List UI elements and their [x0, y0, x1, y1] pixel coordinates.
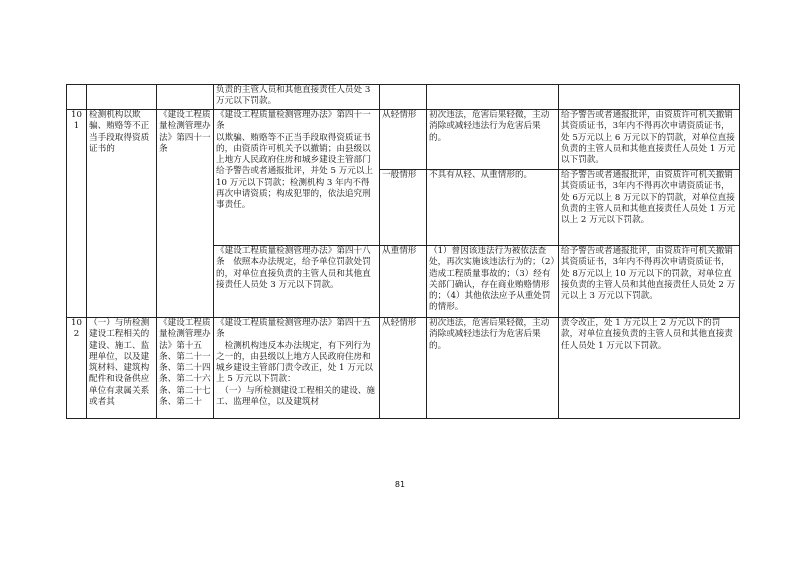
penalty-standards-table	[66, 84, 740, 419]
cell-standard: 给予警告或者通报批评，由资质许可机关撤销其资质证书，3年内不得再次申请资质证书，处 5万元以上 6 万元以下的罚款，对单位直接负责的主管人员和其他直接责任人员处 1 万元以下罚款。	[559, 110, 740, 170]
cell-basis: 《建设工程质量检测管理办法》第四十一条	[157, 110, 214, 318]
table-row-101-light	[67, 110, 740, 170]
cell-content: 《建设工程质量检测管理办法》第四十五条 检测机构违反本办法规定，有下列行为之一的，由县级以上地方人民政府住房和城乡建设主管部门责令改正，处 1 万元以上 5 万元以下罚款： （一）与所检测建设工程相关的建设、施工、监理单位，以及建筑材	[214, 318, 380, 419]
table-row-100-continued	[67, 85, 740, 110]
cell-violation	[87, 85, 157, 110]
cell-circumstance: 初次违法，危害后果轻微，主动消除或减轻违法行为危害后果的。	[427, 318, 559, 419]
cell-number: 101	[67, 110, 87, 318]
cell-level: 从轻情形	[380, 318, 427, 419]
cell-standard: 给予警告或者通报批评，由资质许可机关撤销其资质证书，3年内不得再次申请资质证书，处 8万元以上 10 万元以下的罚款，对单位直接负责的主管人员和其他直接责任人员处 2 万元以上 3 万元以下罚款。	[559, 246, 740, 318]
cell-circumstance: 初次违法，危害后果轻微，主动消除或减轻违法行为危害后果的。	[427, 110, 559, 170]
cell-circumstance: （1）曾因该违法行为被依法查处，再次实施该违法行为的；（2）造成工程质量事故的；（3）经有关部门确认，存在商业贿赂情形的；（4）其他依法应予从重处罚的情形。	[427, 246, 559, 318]
cell-level: 一般情形	[380, 170, 427, 246]
cell-standard: 责令改正，处 1 万元以上 2 万元以下的罚款，对单位直接负责的主管人员和其他直接责任人员处 1 万元以下罚款。	[559, 318, 740, 419]
table-row-102-light	[67, 318, 740, 419]
cell-level: 从重情形	[380, 246, 427, 318]
cell-circumstance	[427, 85, 559, 110]
cell-level	[380, 85, 427, 110]
cell-number: 102	[67, 318, 87, 419]
cell-circumstance: 不具有从轻、从重情形的。	[427, 170, 559, 246]
cell-content: 《建设工程质量检测管理办法》第四十一条 以欺骗、贿赂等不正当手段取得资质证书的，由资质许可机关予以撤销；由县级以上地方人民政府住房和城乡建设主管部门给予警告或者通报批评，并处 5 万元以上 10 万元以下罚款；检测机构 3 年内不得再次申请资质；构成犯罪的，依法追究刑事责任。	[214, 110, 380, 246]
cell-content: 《建设工程质量检测管理办法》第四十八条 依照本办法规定，给予单位罚款处罚的，对单位直接负责的主管人员和其他直接责任人员处 3 万元以下罚款。	[214, 246, 380, 318]
cell-basis: 《建设工程质量检测管理办法》第十五条、第二十一条、第二十四条、第二十六条、第二十七条、第二十	[157, 318, 214, 419]
cell-standard	[559, 85, 740, 110]
cell-number	[67, 85, 87, 110]
cell-violation: 检测机构以欺骗、贿赂等不正当手段取得资质证书的	[87, 110, 157, 318]
cell-standard: 给予警告或者通报批评，由资质许可机关撤销其资质证书，3年内不得再次申请资质证书，处 6万元以上 8 万元以下的罚款，对单位直接负责的主管人员和其他直接责任人员处 1 万元以上 2 万元以下罚款。	[559, 170, 740, 246]
cell-basis	[157, 85, 214, 110]
cell-content: 负责的主管人员和其他直接责任人员处 3 万元以下罚款。	[214, 85, 380, 110]
cell-level: 从轻情形	[380, 110, 427, 170]
cell-violation: （一）与所检测建设工程相关的建设、施工、监理单位，以及建筑材料、建筑构配件和设备供应单位有隶属关系或者其	[87, 318, 157, 419]
page-number: 81	[394, 480, 406, 489]
